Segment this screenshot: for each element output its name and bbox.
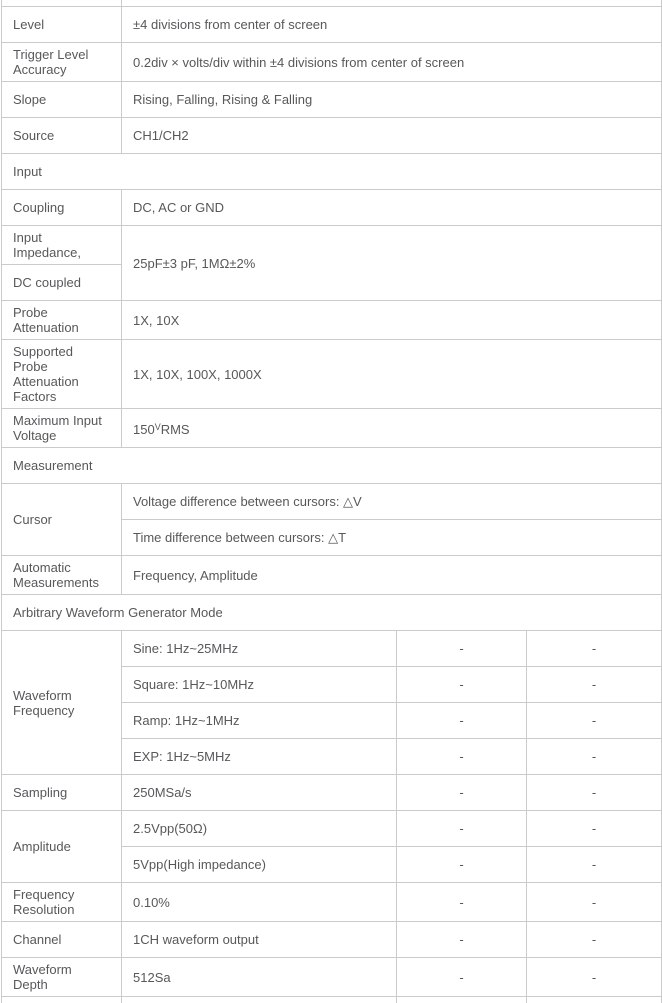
dash-cell: - bbox=[397, 847, 527, 883]
spec-value-cell: Time difference between cursors: △T bbox=[122, 520, 662, 556]
spec-row bbox=[2, 631, 662, 667]
spec-label-cell: Waveform Frequency bbox=[2, 631, 122, 775]
clipped-extra-cell bbox=[397, 997, 527, 1003]
section-header-row bbox=[2, 595, 662, 631]
spec-label-cell: Input Impedance, bbox=[2, 226, 122, 265]
spec-label-cell: Sampling bbox=[2, 775, 122, 811]
dash-cell: - bbox=[397, 811, 527, 847]
dash-cell: - bbox=[527, 667, 662, 703]
spec-label-cell: Frequency Resolution bbox=[2, 883, 122, 922]
spec-label-cell: Amplitude bbox=[2, 811, 122, 883]
dash-cell: - bbox=[527, 703, 662, 739]
spec-value-cell: 1CH waveform output bbox=[122, 922, 397, 958]
spec-label-cell: Waveform Depth bbox=[2, 958, 122, 997]
oscilloscope-spec-table bbox=[1, 0, 662, 1003]
dash-cell: - bbox=[527, 847, 662, 883]
spec-value-cell: DC, AC or GND bbox=[122, 190, 662, 226]
spec-row bbox=[2, 43, 662, 82]
spec-row bbox=[2, 409, 662, 448]
dash-cell: - bbox=[527, 739, 662, 775]
dash-cell: - bbox=[397, 775, 527, 811]
dash-cell: - bbox=[397, 958, 527, 997]
spec-row bbox=[2, 340, 662, 409]
spec-label-cell: Channel bbox=[2, 922, 122, 958]
spec-row bbox=[2, 556, 662, 595]
spec-value-cell: 2.5Vpp(50Ω) bbox=[122, 811, 397, 847]
spec-value-cell bbox=[122, 409, 662, 448]
clipped-label-cell bbox=[2, 997, 122, 1003]
spec-label-cell: Probe Attenuation bbox=[2, 301, 122, 340]
dash-cell: - bbox=[397, 883, 527, 922]
section-header-cell: Arbitrary Waveform Generator Mode bbox=[2, 595, 662, 631]
dash-cell: - bbox=[527, 811, 662, 847]
spec-value-cell: ±4 divisions from center of screen bbox=[122, 7, 662, 43]
spec-label-cell: Supported Probe Attenuation Factors bbox=[2, 340, 122, 409]
spec-label-cell: Cursor bbox=[2, 484, 122, 556]
dash-cell: - bbox=[397, 703, 527, 739]
spec-value-cell: 0.10% bbox=[122, 883, 397, 922]
spec-row bbox=[2, 883, 662, 922]
spec-value-cell: 5Vpp(High impedance) bbox=[122, 847, 397, 883]
clipped-extra-cell bbox=[527, 997, 662, 1003]
spec-value-cell: 1X, 10X bbox=[122, 301, 662, 340]
spec-value-cell: 512Sa bbox=[122, 958, 397, 997]
spec-label-cell: Maximum Input Voltage bbox=[2, 409, 122, 448]
spec-row bbox=[2, 7, 662, 43]
spec-value-cell: Ramp: 1Hz~1MHz bbox=[122, 703, 397, 739]
spec-label-cell: Automatic Measurements bbox=[2, 556, 122, 595]
spec-row bbox=[2, 811, 662, 847]
section-header-cell: Measurement bbox=[2, 448, 662, 484]
dash-cell: - bbox=[527, 958, 662, 997]
spec-value-cell: CH1/CH2 bbox=[122, 118, 662, 154]
spec-row bbox=[2, 118, 662, 154]
clipped-row-bottom bbox=[2, 997, 662, 1003]
spec-value-cell: Rising, Falling, Rising & Falling bbox=[122, 82, 662, 118]
dash-cell: - bbox=[527, 775, 662, 811]
spec-row bbox=[2, 226, 662, 265]
spec-label-cell: Level bbox=[2, 7, 122, 43]
spec-label-cell: DC coupled bbox=[2, 265, 122, 301]
spec-row bbox=[2, 301, 662, 340]
spec-label-cell: Source bbox=[2, 118, 122, 154]
spec-value-cell: Square: 1Hz~10MHz bbox=[122, 667, 397, 703]
spec-row bbox=[2, 190, 662, 226]
dash-cell: - bbox=[397, 739, 527, 775]
section-header-row bbox=[2, 448, 662, 484]
clipped-value-cell bbox=[122, 997, 397, 1003]
spec-row bbox=[2, 775, 662, 811]
spec-row bbox=[2, 958, 662, 997]
spec-value-cell: EXP: 1Hz~5MHz bbox=[122, 739, 397, 775]
section-header-cell: Input bbox=[2, 154, 662, 190]
dash-cell: - bbox=[527, 631, 662, 667]
dash-cell: - bbox=[397, 667, 527, 703]
dash-cell: - bbox=[527, 922, 662, 958]
spec-label-cell: Trigger Level Accuracy bbox=[2, 43, 122, 82]
spec-value-cell: Voltage difference between cursors: △V bbox=[122, 484, 662, 520]
spec-value-cell: Frequency, Amplitude bbox=[122, 556, 662, 595]
dash-cell: - bbox=[527, 883, 662, 922]
spec-value-cell: 1X, 10X, 100X, 1000X bbox=[122, 340, 662, 409]
spec-value-cell: 25pF±3 pF, 1MΩ±2% bbox=[122, 226, 662, 301]
section-header-row bbox=[2, 154, 662, 190]
spec-value-cell: 0.2div × volts/div within ±4 divisions from center of screen bbox=[122, 43, 662, 82]
spec-value-cell: Sine: 1Hz~25MHz bbox=[122, 631, 397, 667]
spec-value-cell: 250MSa/s bbox=[122, 775, 397, 811]
dash-cell: - bbox=[397, 631, 527, 667]
value-base: 150 bbox=[133, 422, 155, 437]
dash-cell: - bbox=[397, 922, 527, 958]
value-superscript: V bbox=[155, 422, 161, 432]
spec-label-cell: Coupling bbox=[2, 190, 122, 226]
spec-row bbox=[2, 484, 662, 520]
spec-row bbox=[2, 82, 662, 118]
spec-label-cell: Slope bbox=[2, 82, 122, 118]
value-unit: RMS bbox=[161, 422, 190, 437]
